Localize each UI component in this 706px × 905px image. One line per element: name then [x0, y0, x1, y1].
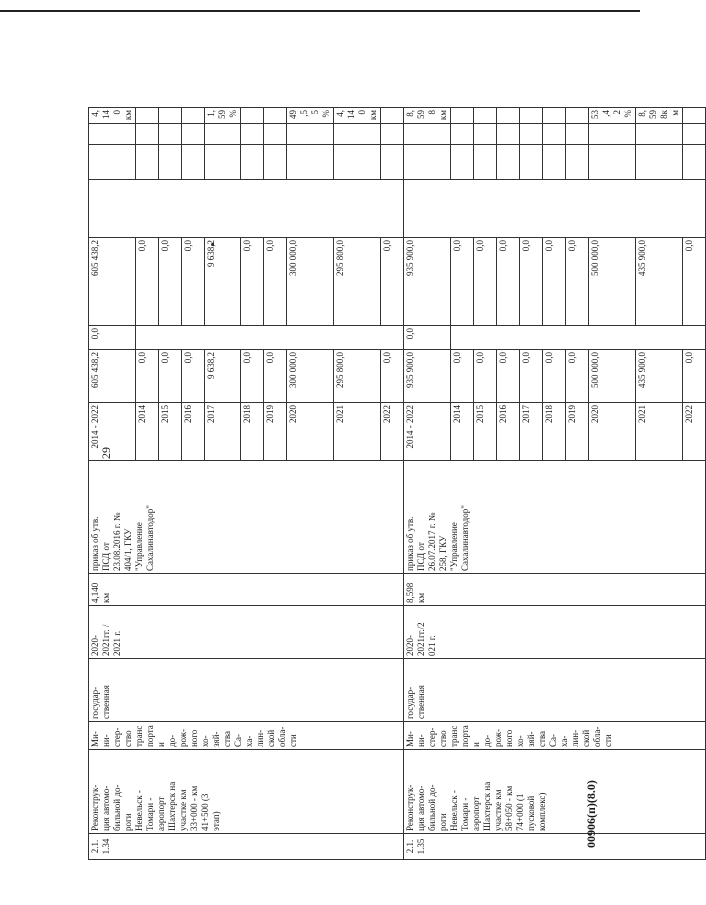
empty-cell	[287, 145, 334, 180]
estimate-cell: 0,0	[683, 238, 706, 326]
total-cost-cell: 435 900,0	[636, 350, 683, 403]
estimate-cell: 0,0	[543, 238, 566, 326]
table-row	[404, 60, 451, 860]
readiness-cell: 4,140 км	[89, 108, 136, 124]
empty-cell	[543, 124, 566, 145]
empty-cell	[520, 145, 543, 180]
empty-cell	[404, 145, 451, 180]
estimate-cell: 605 438,2	[89, 238, 136, 326]
estimate-cell: 295 800,0	[334, 238, 381, 326]
year-cell: 2021	[636, 403, 683, 461]
estimate-cell: 0,0	[497, 238, 520, 326]
object-name: Реконструк- ция автомо- бильной до- роги Невельск - Томари - аэропорт Шахтерск на участке км 58+050 - км 74+000 (1 пусковой комплекс)	[404, 750, 706, 834]
year-cell: 2014 - 2022	[404, 403, 451, 461]
empty-cell	[381, 145, 404, 180]
empty-cell	[404, 180, 706, 238]
empty-cell	[264, 124, 287, 145]
investment-table	[88, 59, 706, 860]
estimate-cell: 0,0	[566, 238, 589, 326]
estimate-cell: 0,0	[451, 238, 474, 326]
total-cost-cell: 0,0	[182, 350, 205, 403]
empty-cell	[589, 124, 636, 145]
total-cost-cell: 0,0	[136, 350, 159, 403]
readiness-cell: 53,42%	[589, 108, 636, 124]
readiness-cell	[451, 108, 474, 124]
readiness-cell	[264, 108, 287, 124]
total-cost-cell: 0,0	[474, 350, 497, 403]
empty-cell	[497, 145, 520, 180]
estimate-cell: 0,0	[264, 238, 287, 326]
readiness-cell	[381, 108, 404, 124]
top-rule	[0, 10, 640, 12]
year-cell: 2022	[683, 403, 706, 461]
year-cell: 2015	[474, 403, 497, 461]
year-cell: 2018	[543, 403, 566, 461]
empty-cell	[451, 124, 474, 145]
year-cell: 2019	[566, 403, 589, 461]
readiness-cell	[474, 108, 497, 124]
year-cell: 2020	[589, 403, 636, 461]
readiness-cell	[683, 108, 706, 124]
total-cost-cell: 605 438,2	[89, 350, 136, 403]
empty-cell	[451, 326, 706, 350]
prior-funding-cell: 0,0	[89, 326, 136, 350]
empty-cell	[182, 145, 205, 180]
project-document: приказ об утв. ПСД от 23.08.2016 г. № 404/1, ГКУ "Управление Сахалинавтодор"	[89, 461, 404, 574]
year-cell: 2014	[136, 403, 159, 461]
year-cell: 2018	[241, 403, 264, 461]
empty-cell	[404, 124, 451, 145]
empty-cell	[241, 124, 264, 145]
total-cost-cell: 295 800,0	[334, 350, 381, 403]
readiness-cell	[520, 108, 543, 124]
readiness-cell	[543, 108, 566, 124]
empty-cell	[334, 145, 381, 180]
prior-funding-cell: 0,0	[404, 326, 451, 350]
empty-cell	[89, 180, 404, 238]
customer-name: Ми- ни- стер- ство транс порта и до- рож- ного хо- зяй- ства Са- ха- лин- ской обла- сти	[89, 722, 404, 750]
readiness-cell	[136, 108, 159, 124]
empty-cell	[159, 145, 182, 180]
empty-cell	[497, 124, 520, 145]
empty-cell	[636, 145, 683, 180]
page-number: 29	[99, 447, 113, 459]
empty-cell	[89, 145, 136, 180]
year-cell: 2017	[520, 403, 543, 461]
empty-cell	[136, 326, 404, 350]
empty-cell	[136, 145, 159, 180]
empty-cell	[566, 124, 589, 145]
readiness-cell: 49,55%	[287, 108, 334, 124]
year-cell: 2017	[205, 403, 241, 461]
empty-cell	[589, 145, 636, 180]
estimate-cell: 0,0	[520, 238, 543, 326]
estimate-cell: 0,0	[241, 238, 264, 326]
year-cell: 2015	[159, 403, 182, 461]
total-cost-cell: 9 638,2	[205, 350, 241, 403]
readiness-cell: 8,598км	[636, 108, 683, 124]
total-cost-cell: 300 000,0	[287, 350, 334, 403]
empty-cell	[636, 124, 683, 145]
project-document: приказ об утв. ПСД от 26.07.2017 г. № 258, ГКУ "Управление Сахалинавтодор"	[404, 461, 706, 574]
empty-cell	[520, 124, 543, 145]
row-number: 2.1. 1.35	[404, 834, 706, 860]
construction-period: 2020- 2021гг./2 021 г.	[404, 606, 706, 659]
ownership-type: государ- ственная	[404, 659, 706, 722]
empty-cell	[241, 145, 264, 180]
total-cost-cell: 935 900,0	[404, 350, 451, 403]
empty-cell	[287, 124, 334, 145]
document-code: 00906(п)(8.0)	[584, 780, 598, 848]
year-cell: 2014	[451, 403, 474, 461]
empty-cell	[474, 145, 497, 180]
empty-cell	[89, 124, 136, 145]
estimate-cell: 0,0	[159, 238, 182, 326]
total-cost-cell: 0,0	[264, 350, 287, 403]
empty-cell	[205, 124, 241, 145]
estimate-cell: 9 638,2	[205, 238, 241, 326]
capacity: 8,598 км	[404, 574, 706, 606]
capacity: 4,140 км	[89, 574, 404, 606]
year-cell: 2020	[287, 403, 334, 461]
total-cost-cell: 0,0	[451, 350, 474, 403]
estimate-cell: 0,0	[136, 238, 159, 326]
readiness-cell: 8,598 км	[404, 108, 451, 124]
year-cell: 2014 - 2022	[89, 403, 136, 461]
readiness-cell: 4,140 км	[334, 108, 381, 124]
year-cell: 2016	[182, 403, 205, 461]
estimate-cell: 0,0	[381, 238, 404, 326]
empty-cell	[566, 145, 589, 180]
estimate-cell: 300 000,0	[287, 238, 334, 326]
estimate-cell: 0,0	[182, 238, 205, 326]
estimate-cell: 0,0	[474, 238, 497, 326]
year-cell: 2019	[264, 403, 287, 461]
object-name: Реконструк- ция автомо- бильной до- роги Невельск - Томари - аэропорт Шахтерск на участке км 33+000 - км 41+500 (3 этап)	[89, 750, 404, 834]
readiness-cell	[241, 108, 264, 124]
empty-cell	[136, 124, 159, 145]
empty-cell	[264, 145, 287, 180]
readiness-cell	[159, 108, 182, 124]
empty-cell	[683, 124, 706, 145]
total-cost-cell: 0,0	[159, 350, 182, 403]
empty-cell	[182, 124, 205, 145]
ownership-type: государ- ственная	[89, 659, 404, 722]
customer-name: Ми- ни- стер- ство транс порта и до- рож- ного хо- зяй- ства Са- ха- лин- ской обла- сти	[404, 722, 706, 750]
readiness-cell: 1,59%	[205, 108, 241, 124]
total-cost-cell: 0,0	[543, 350, 566, 403]
empty-cell	[474, 124, 497, 145]
readiness-cell	[566, 108, 589, 124]
readiness-cell	[497, 108, 520, 124]
year-cell: 2016	[497, 403, 520, 461]
estimate-cell: 500 000,0	[589, 238, 636, 326]
empty-cell	[159, 124, 182, 145]
row-number: 2.1. 1.34	[89, 834, 404, 860]
readiness-cell	[182, 108, 205, 124]
total-cost-cell: 0,0	[241, 350, 264, 403]
empty-cell	[543, 145, 566, 180]
empty-cell	[205, 145, 241, 180]
total-cost-cell: 500 000,0	[589, 350, 636, 403]
empty-cell	[683, 145, 706, 180]
total-cost-cell: 0,0	[497, 350, 520, 403]
total-cost-cell: 0,0	[683, 350, 706, 403]
year-cell: 2021	[334, 403, 381, 461]
table-row	[89, 60, 136, 860]
empty-cell	[334, 124, 381, 145]
total-cost-cell: 0,0	[381, 350, 404, 403]
estimate-cell: 935 900,0	[404, 238, 451, 326]
empty-cell	[451, 145, 474, 180]
estimate-cell: 435 900,0	[636, 238, 683, 326]
empty-cell	[381, 124, 404, 145]
total-cost-cell: 0,0	[566, 350, 589, 403]
table-body	[89, 60, 706, 860]
year-cell: 2022	[381, 403, 404, 461]
construction-period: 2020- 2021гг. / 2021 г.	[89, 606, 404, 659]
total-cost-cell: 0,0	[520, 350, 543, 403]
